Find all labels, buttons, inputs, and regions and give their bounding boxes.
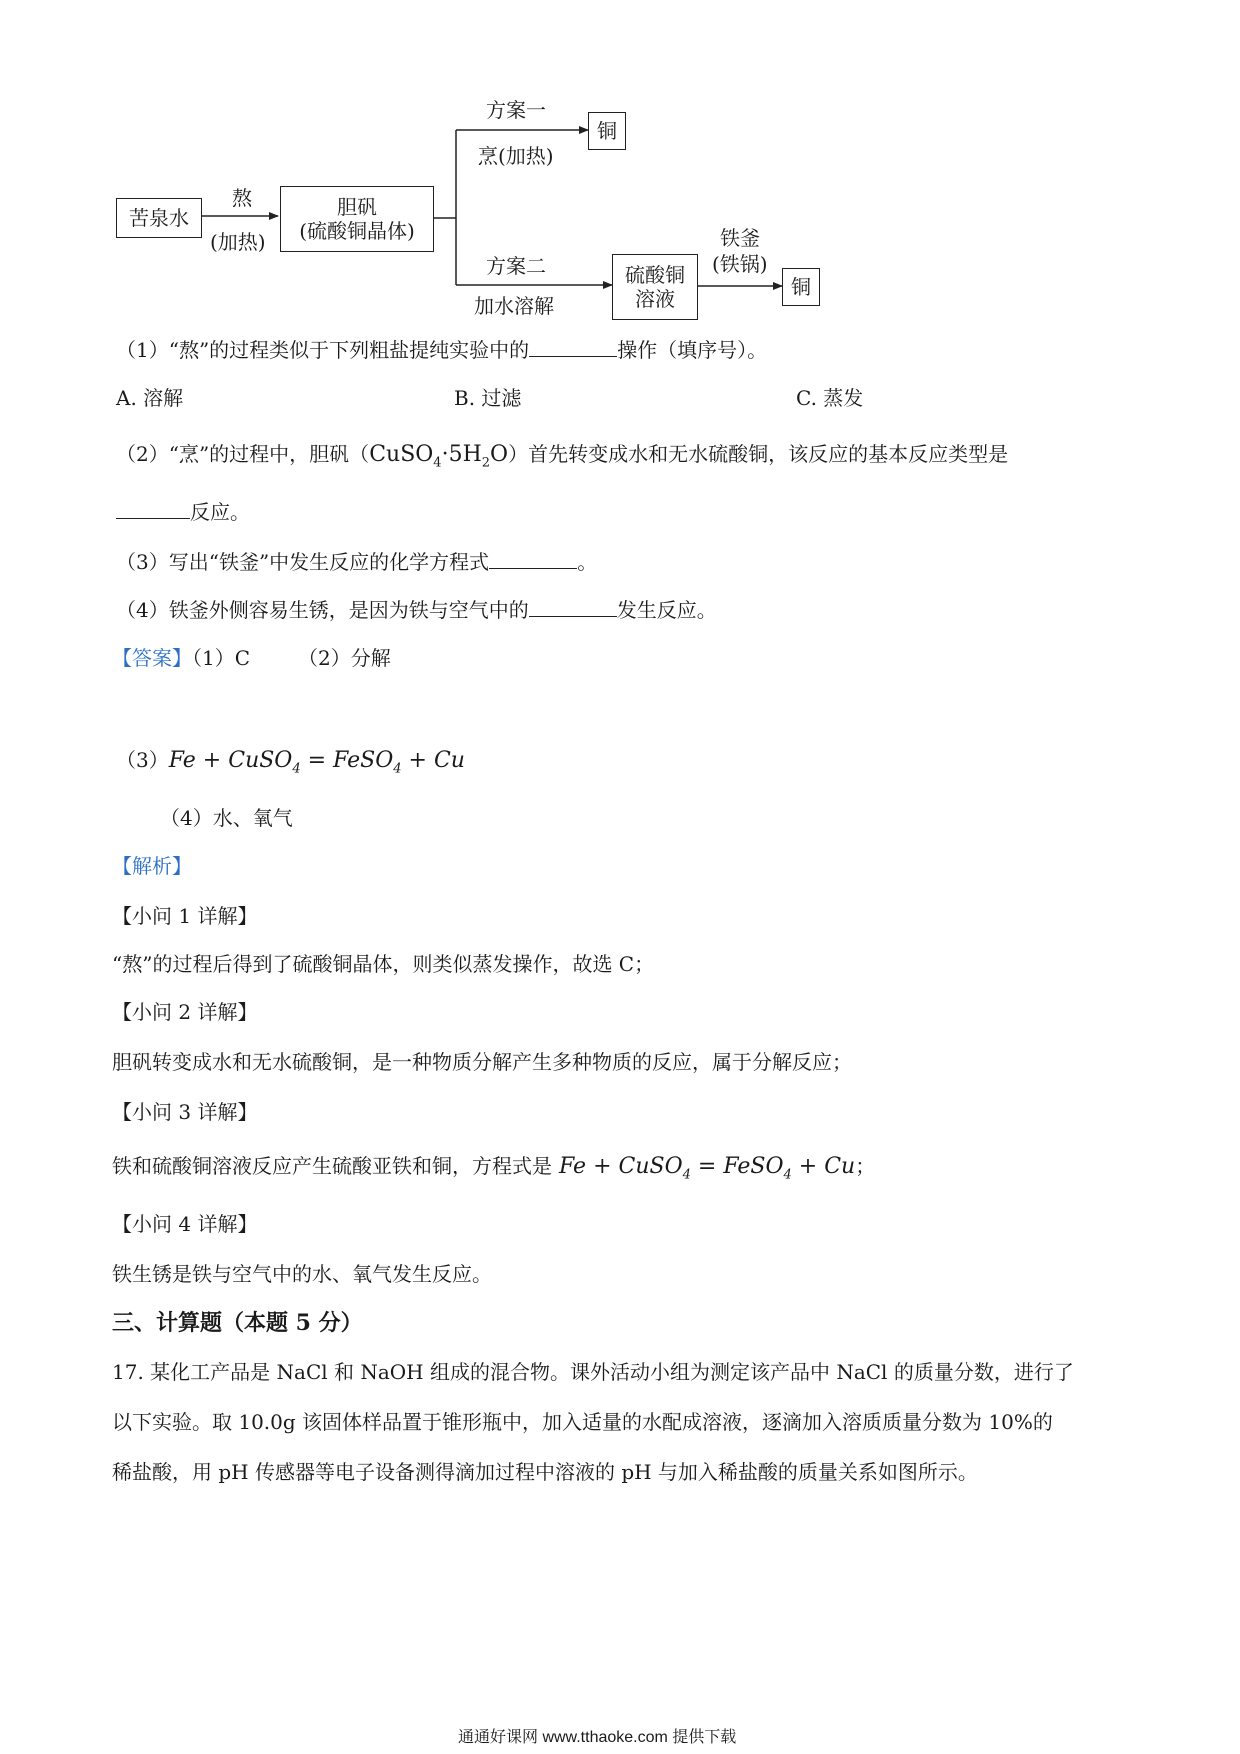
answer-row [112, 646, 391, 670]
plan2-condition: 加水溶解 [474, 294, 554, 318]
answer-label: 【答案】 [112, 646, 192, 670]
crystal-line1: 胆矾 [337, 195, 377, 219]
q2-formula-cu: CuSO [369, 442, 434, 467]
q2-line2-text: 反应。 [190, 500, 250, 524]
step1-bottom-label: (加热) [210, 230, 266, 254]
answer-3-prefix: （3） [116, 748, 169, 772]
eq-left: Fe + CuSO [168, 748, 293, 773]
detail-3-equation [552, 1154, 856, 1183]
q4-text: （4）铁釜外侧容易生锈，是因为铁与空气中的 [116, 598, 529, 622]
q2-sub4: 4 [433, 455, 442, 471]
detail-4-title: 【小问 4 详解】 [112, 1212, 258, 1236]
q3-text: （3）写出“铁釜”中发生反应的化学方程式 [116, 550, 490, 574]
eq-sub-b: 4 [393, 761, 402, 777]
plan1-label: 方案一 [486, 98, 546, 122]
q1-blank [529, 338, 617, 357]
q2-formula-dot: ·5H [441, 442, 482, 467]
q3-suffix: 。 [577, 550, 598, 574]
iron-pot-label: 铁釜 [720, 226, 760, 250]
plan1-condition: 烹(加热) [478, 144, 554, 168]
q1-option-b: B. 过滤 [454, 386, 522, 410]
box-copper-sulfate-solution [612, 254, 698, 320]
footer-credit: 通通好课网 www.tthaoke.com 提供下载 [458, 1729, 737, 1746]
answer-2: （2）分解 [298, 646, 391, 670]
detail-3-title: 【小问 3 详解】 [112, 1100, 258, 1124]
q2-suffix: ）首先转变成水和无水硫酸铜，该反应的基本反应类型是 [508, 442, 1009, 466]
question-3 [116, 550, 597, 574]
box-copper-2 [782, 268, 820, 306]
box-bitter-water [116, 198, 202, 238]
q2-text: （2）“烹”的过程中，胆矾（ [116, 442, 370, 466]
d3-eq-mid: = FeSO [690, 1154, 784, 1179]
q1-option-c: C. 蒸发 [796, 386, 864, 410]
solution-line1: 硫酸铜 [625, 263, 685, 287]
question-2 [116, 442, 1008, 475]
q2-blank [116, 500, 190, 519]
d3-eq-sub-b: 4 [783, 1167, 792, 1183]
q1-option-a: A. 溶解 [116, 386, 184, 410]
q17-line1: 17. 某化工产品是 NaCl 和 NaOH 组成的混合物。课外活动小组为测定该产品中 NaCl 的质量分数，进行了 [112, 1360, 1074, 1384]
detail-3-end: ； [855, 1154, 876, 1178]
section-3-heading: 三、计算题（本题 5 分） [112, 1310, 363, 1336]
answer-4: （4）水、氧气 [160, 806, 293, 830]
q4-suffix: 发生反应。 [616, 598, 717, 622]
copper-2-text: 铜 [791, 275, 811, 299]
question-1 [116, 338, 767, 362]
detail-1-text: “熬”的过程后得到了硫酸铜晶体，则类似蒸发操作，故选 C； [112, 952, 655, 976]
q1-text: （1）“熬”的过程类似于下列粗盐提纯实验中的 [116, 338, 530, 362]
detail-2-text: 胆矾转变成水和无水硫酸铜，是一种物质分解产生多种物质的反应，属于分解反应； [112, 1050, 852, 1074]
q17-line3: 稀盐酸，用 pH 传感器等电子设备测得滴加过程中溶液的 pH 与加入稀盐酸的质量关系如图所示。 [112, 1460, 978, 1484]
answer-3-equation [168, 748, 465, 777]
box-copper-1 [588, 112, 626, 150]
solution-line2: 溶液 [635, 287, 675, 311]
q2-formula [369, 442, 509, 471]
analysis-label: 【解析】 [112, 854, 192, 878]
box-blue-vitriol [280, 186, 434, 252]
d3-eq-left: Fe + CuSO [559, 1154, 683, 1179]
q1-suffix: 操作（填序号）。 [617, 338, 768, 362]
q17-line2: 以下实验。取 10.0g 该固体样品置于锥形瓶中，加入适量的水配成溶液，逐滴加入溶质质量分数为 10%的 [112, 1410, 1053, 1434]
detail-3-text-row [112, 1154, 875, 1187]
plan2-label: 方案二 [486, 254, 546, 278]
d3-eq-right: + Cu [791, 1154, 856, 1179]
q2-sub2: 2 [481, 455, 491, 471]
detail-2-title: 【小问 2 详解】 [112, 1000, 258, 1024]
step1-top-label: 熬 [232, 186, 252, 210]
question-4 [116, 598, 717, 622]
detail-3-text: 铁和硫酸铜溶液反应产生硫酸亚铁和铜，方程式是 [112, 1154, 552, 1178]
q3-blank [489, 550, 577, 569]
detail-4-text: 铁生锈是铁与空气中的水、氧气发生反应。 [112, 1262, 492, 1286]
q4-blank [529, 598, 617, 617]
iron-pot-sub: (铁锅) [712, 252, 768, 276]
answer-1: （1）C [192, 646, 251, 670]
q2-formula-o: O [490, 442, 509, 467]
eq-sub-a: 4 [292, 761, 301, 777]
eq-mid: = FeSO [300, 748, 394, 773]
box-bitter-water-text: 苦泉水 [129, 206, 189, 230]
answer-3 [116, 748, 465, 781]
question-2-line2 [116, 500, 250, 524]
detail-1-title: 【小问 1 详解】 [112, 904, 258, 928]
eq-right: + Cu [401, 748, 465, 773]
copper-1-text: 铜 [597, 119, 617, 143]
crystal-line2: (硫酸铜晶体) [299, 219, 415, 243]
d3-eq-sub-a: 4 [682, 1167, 691, 1183]
